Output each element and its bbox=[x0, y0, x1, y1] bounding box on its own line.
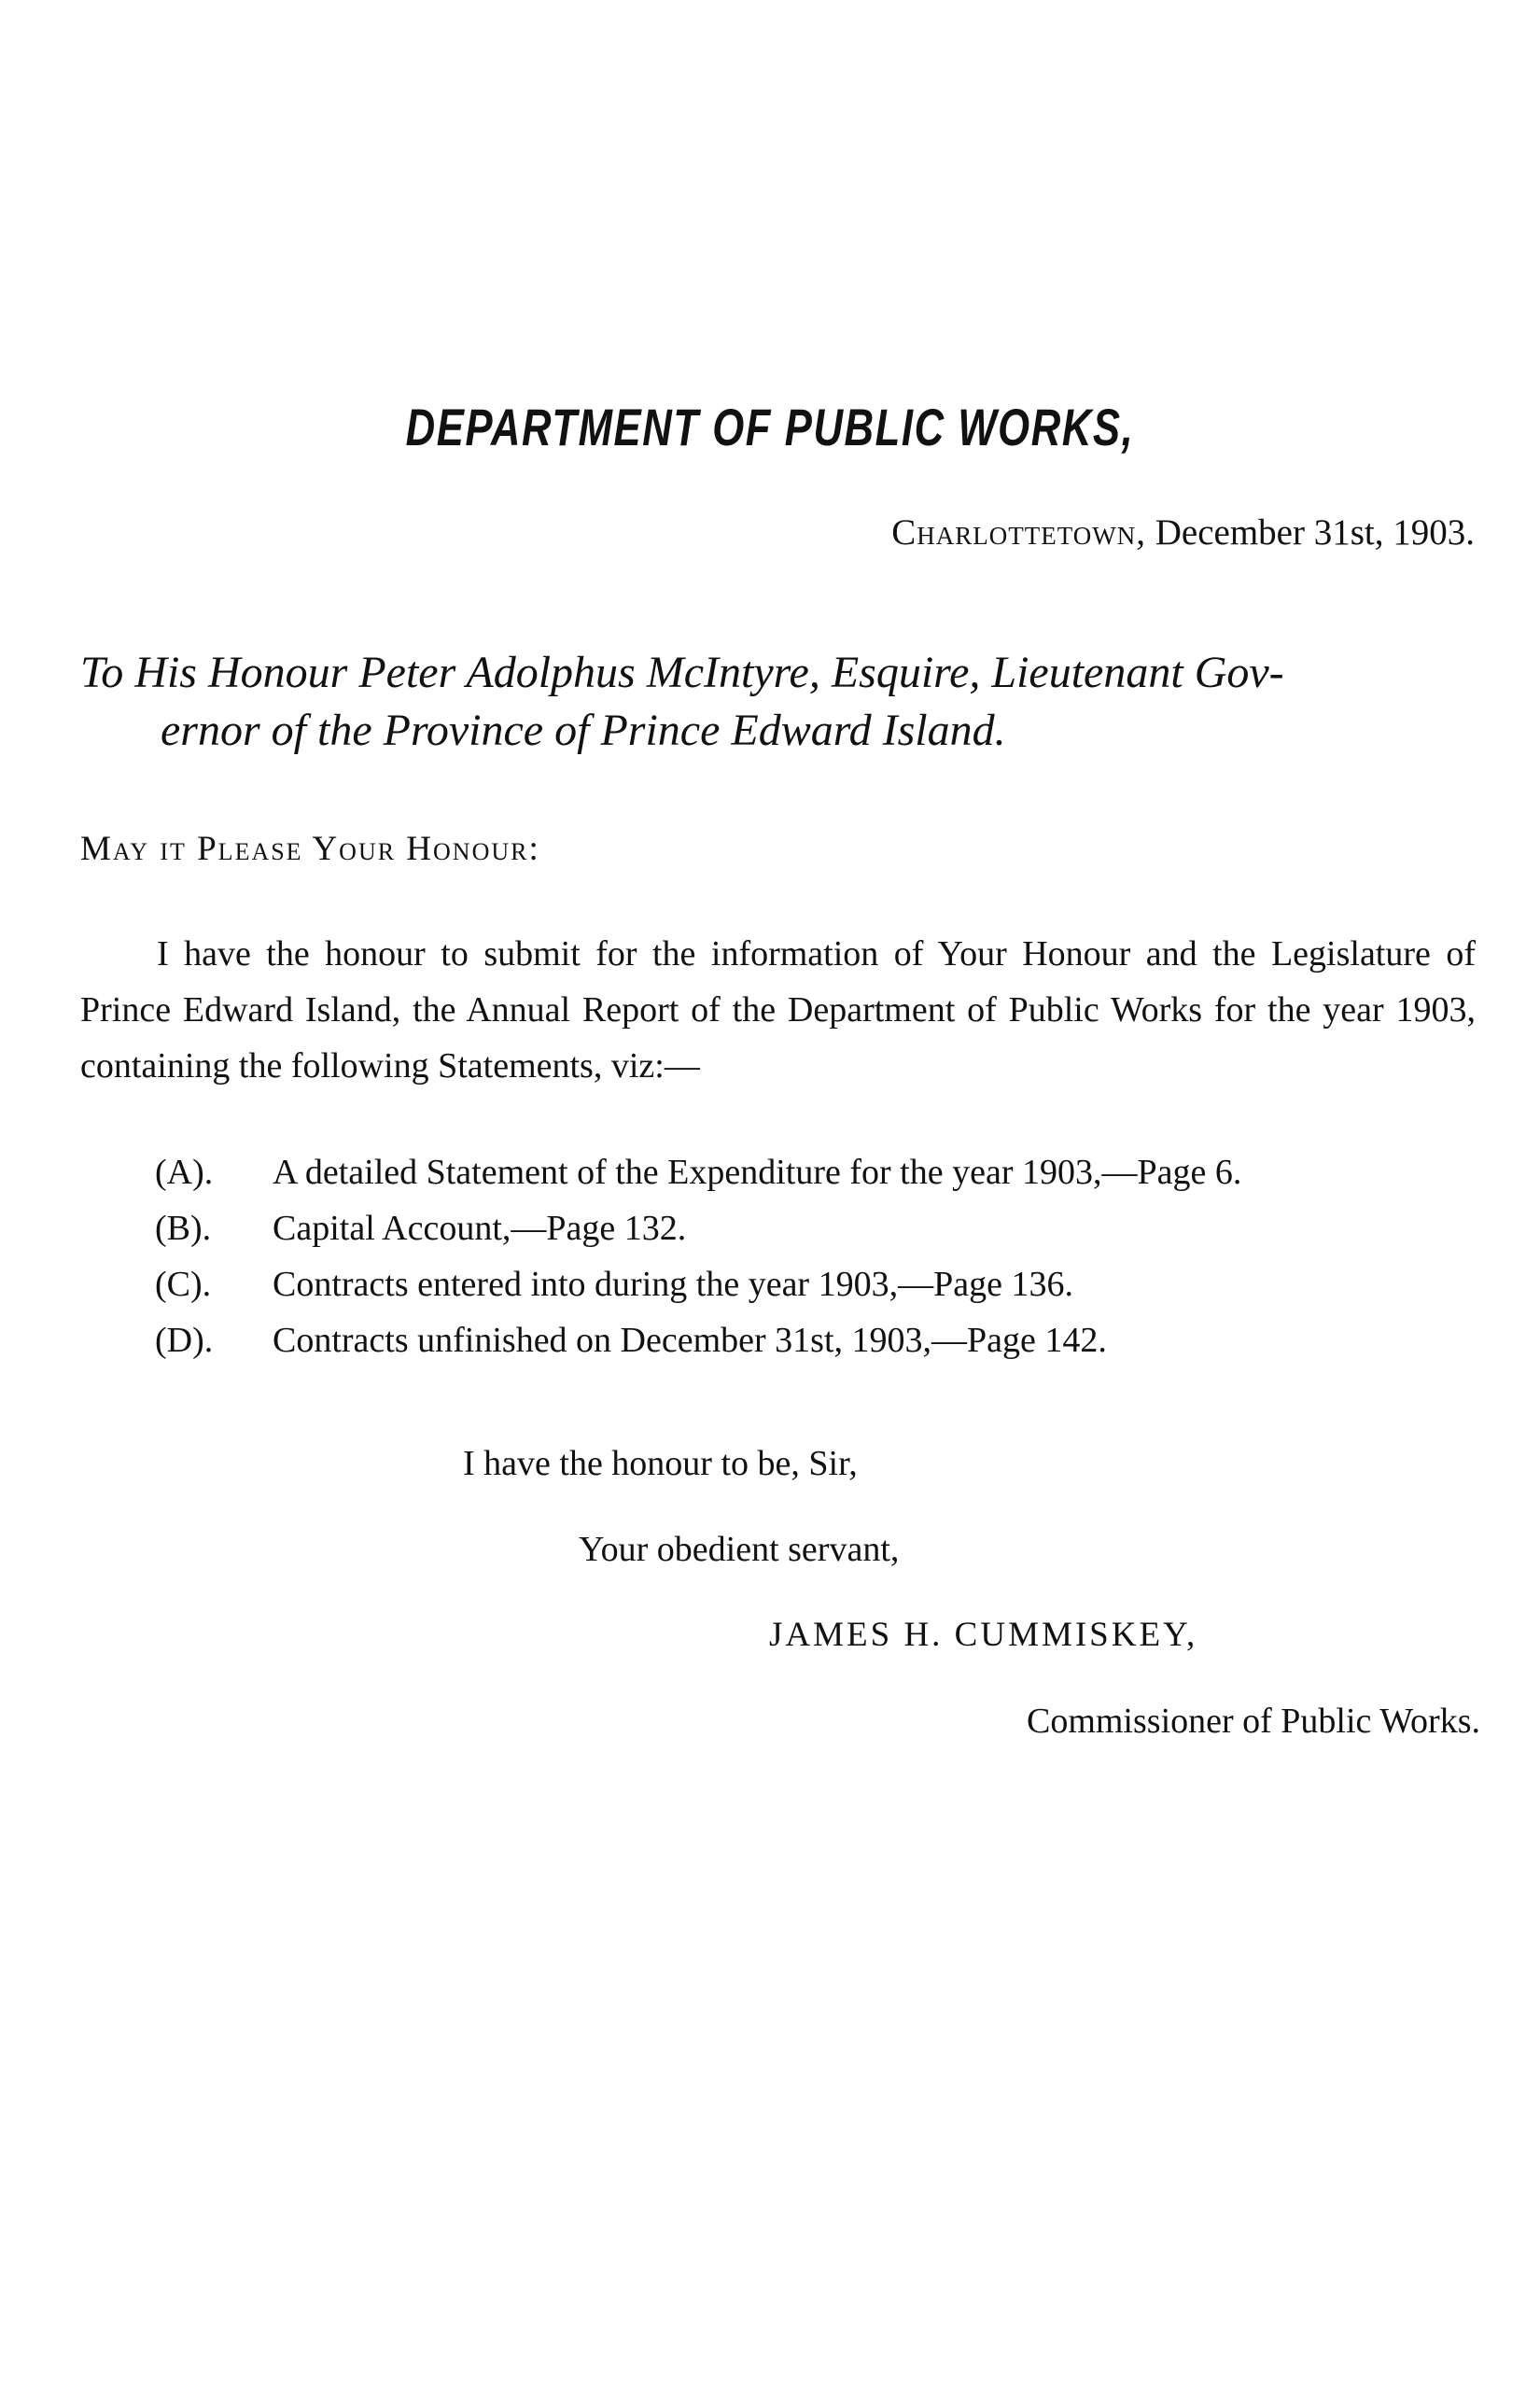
statement-item-b bbox=[155, 1200, 1480, 1256]
statement-item-c bbox=[155, 1256, 1480, 1312]
statement-text: Contracts entered into during the year 1903,—Page 136. bbox=[273, 1265, 1073, 1304]
closing-line-1: I have the honour to be, Sir, bbox=[463, 1444, 858, 1483]
body-paragraph: I have the honour to submit for the information of Your Honour and the Legislature of Prince Edward Island, the Annual Report of the Department of Public Works for the year 1903, containing the following Statements, viz:— bbox=[80, 934, 1476, 1086]
signatory-title: Commissioner of Public Works. bbox=[1026, 1702, 1480, 1741]
addressee bbox=[80, 644, 1480, 760]
statement-item-d bbox=[155, 1312, 1480, 1368]
statements-list bbox=[155, 1144, 1480, 1368]
closing-line-2: Your obedient servant, bbox=[579, 1530, 900, 1569]
salutation: May it Please Your Honour: bbox=[80, 830, 540, 868]
addressee-line-1: To His Honour Peter Adolphus McIntyre, Esquire, Lieutenant Gov- bbox=[80, 648, 1284, 697]
date-line bbox=[891, 511, 1475, 553]
statement-text: Capital Account,—Page 132. bbox=[273, 1209, 687, 1248]
statement-text: A detailed Statement of the Expenditure for the year 1903,—Page 6. bbox=[273, 1153, 1242, 1192]
statement-label: (D). bbox=[155, 1321, 214, 1360]
letter-date: December 31st, 1903. bbox=[1146, 512, 1475, 553]
addressee-line-2: ernor of the Province of Prince Edward Island. bbox=[161, 706, 1006, 755]
place-name: Charlottetown, bbox=[891, 512, 1146, 553]
statement-label: (B). bbox=[155, 1209, 212, 1248]
department-title: DEPARTMENT OF PUBLIC WORKS, bbox=[405, 398, 1135, 456]
statement-label: (A). bbox=[155, 1153, 214, 1192]
signatory-name: JAMES H. CUMMISKEY, bbox=[769, 1616, 1198, 1654]
statement-item-a bbox=[155, 1144, 1480, 1200]
statement-label: (C). bbox=[155, 1265, 212, 1304]
statement-text: Contracts unfinished on December 31st, 1903,—Page 142. bbox=[273, 1321, 1107, 1360]
